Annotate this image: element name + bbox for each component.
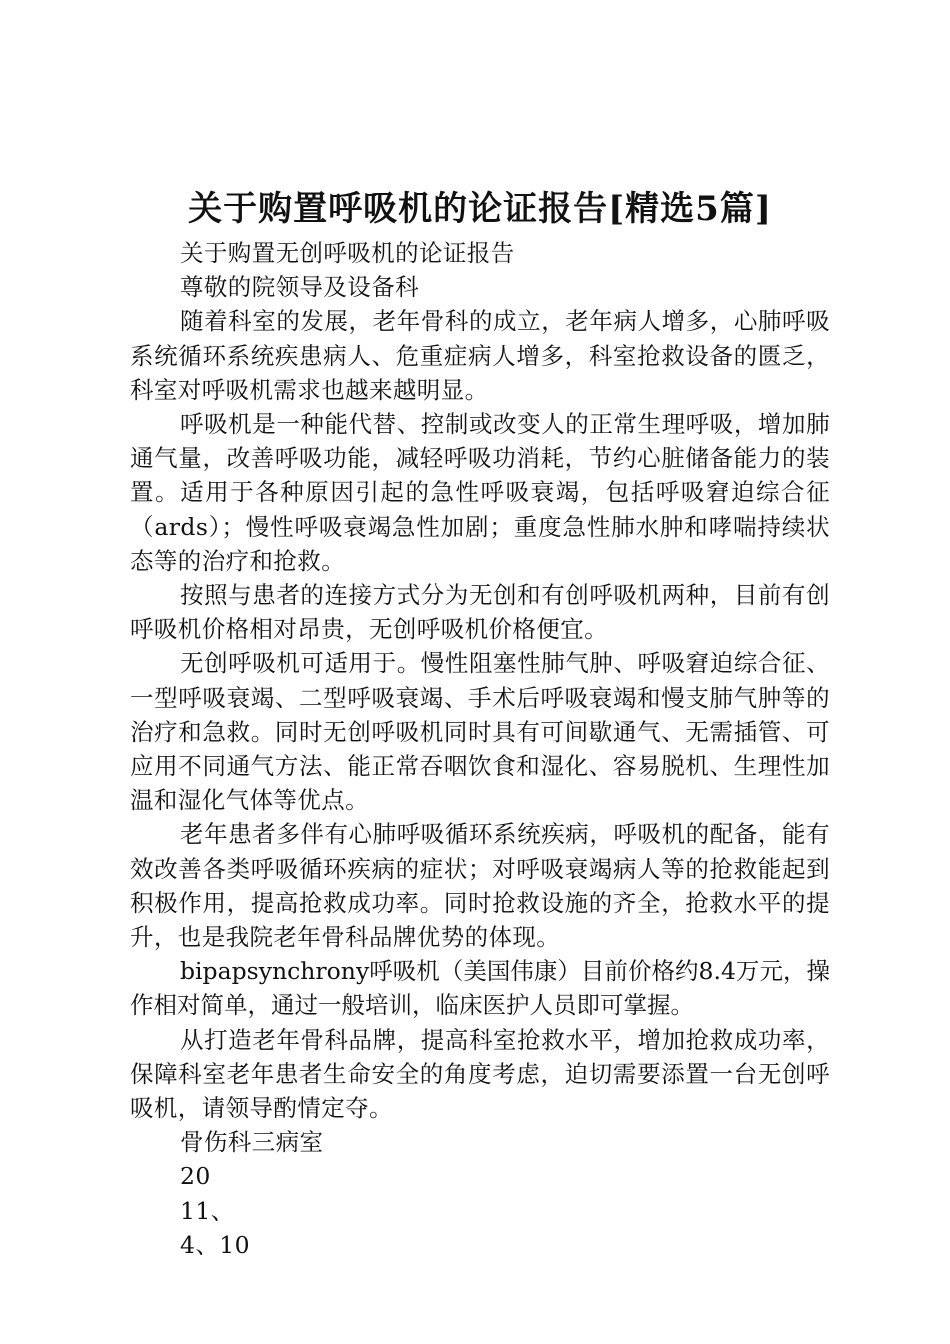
signature-department: 骨伤科三病室 (180, 1128, 324, 1157)
body-paragraph: 无创呼吸机可适用于。慢性阻塞性肺气肿、呼吸窘迫综合征、一型呼吸衰竭、二型呼吸衰竭、手术后呼吸衰竭和慢支肺气肿等的治疗和急救。同时无创呼吸机同时具有可间歇通气、无需插管、可应用不同通气方法、能正常吞咽饮食和湿化、容易脱机、生理性加温和湿化气体等优点。 (130, 649, 830, 815)
body-paragraph: 老年患者多伴有心肺呼吸循环系统疾病，呼吸机的配备，能有效改善各类呼吸循环疾病的症状；对呼吸衰竭病人等的抢救能起到积极作用，提高抢救成功率。同时抢救设施的齐全，抢救水平的提升，也是我院老年骨科品牌优势的体现。 (130, 820, 830, 952)
body-paragraph: 呼吸机是一种能代替、控制或改变人的正常生理呼吸，增加肺通气量，改善呼吸功能，减轻呼吸功消耗，节约心脏储备能力的装置。适用于各种原因引起的急性呼吸衰竭，包括呼吸窘迫综合征（ards）；慢性呼吸衰竭急性加剧；重度急性肺水肿和哮喘持续状态等的治疗和抢救。 (130, 410, 830, 575)
document-title: 关于购置呼吸机的论证报告[精选5篇] (188, 189, 772, 229)
date-line: 20 (180, 1162, 211, 1191)
date-line: 4、10 (180, 1230, 250, 1259)
body-paragraph: 随着科室的发展，老年骨科的成立，老年病人增多，心肺呼吸系统循环系统疾患病人、危重症病人增多，科室抢救设备的匮乏，科室对呼吸机需求也越来越明显。 (130, 307, 830, 404)
body-paragraph: 从打造老年骨科品牌，提高科室抢救水平，增加抢救成功率，保障科室老年患者生命安全的角度考虑，迫切需要添置一台无创呼吸机，请领导酌情定夺。 (130, 1025, 830, 1123)
body-paragraph: bipapsynchrony呼吸机（美国伟康）目前价格约8.4万元，操作相对简单，通过一般培训，临床医护人员即可掌握。 (130, 957, 830, 1020)
salutation-paragraph: 尊敬的院领导及设备科 (180, 273, 419, 302)
subtitle-paragraph: 关于购置无创呼吸机的论证报告 (180, 239, 515, 267)
document-body (130, 236, 830, 1262)
body-paragraph: 按照与患者的连接方式分为无创和有创呼吸机两种，目前有创呼吸机价格相对昂贵，无创呼吸机价格便宜。 (130, 581, 830, 644)
date-line: 11、 (180, 1196, 235, 1225)
